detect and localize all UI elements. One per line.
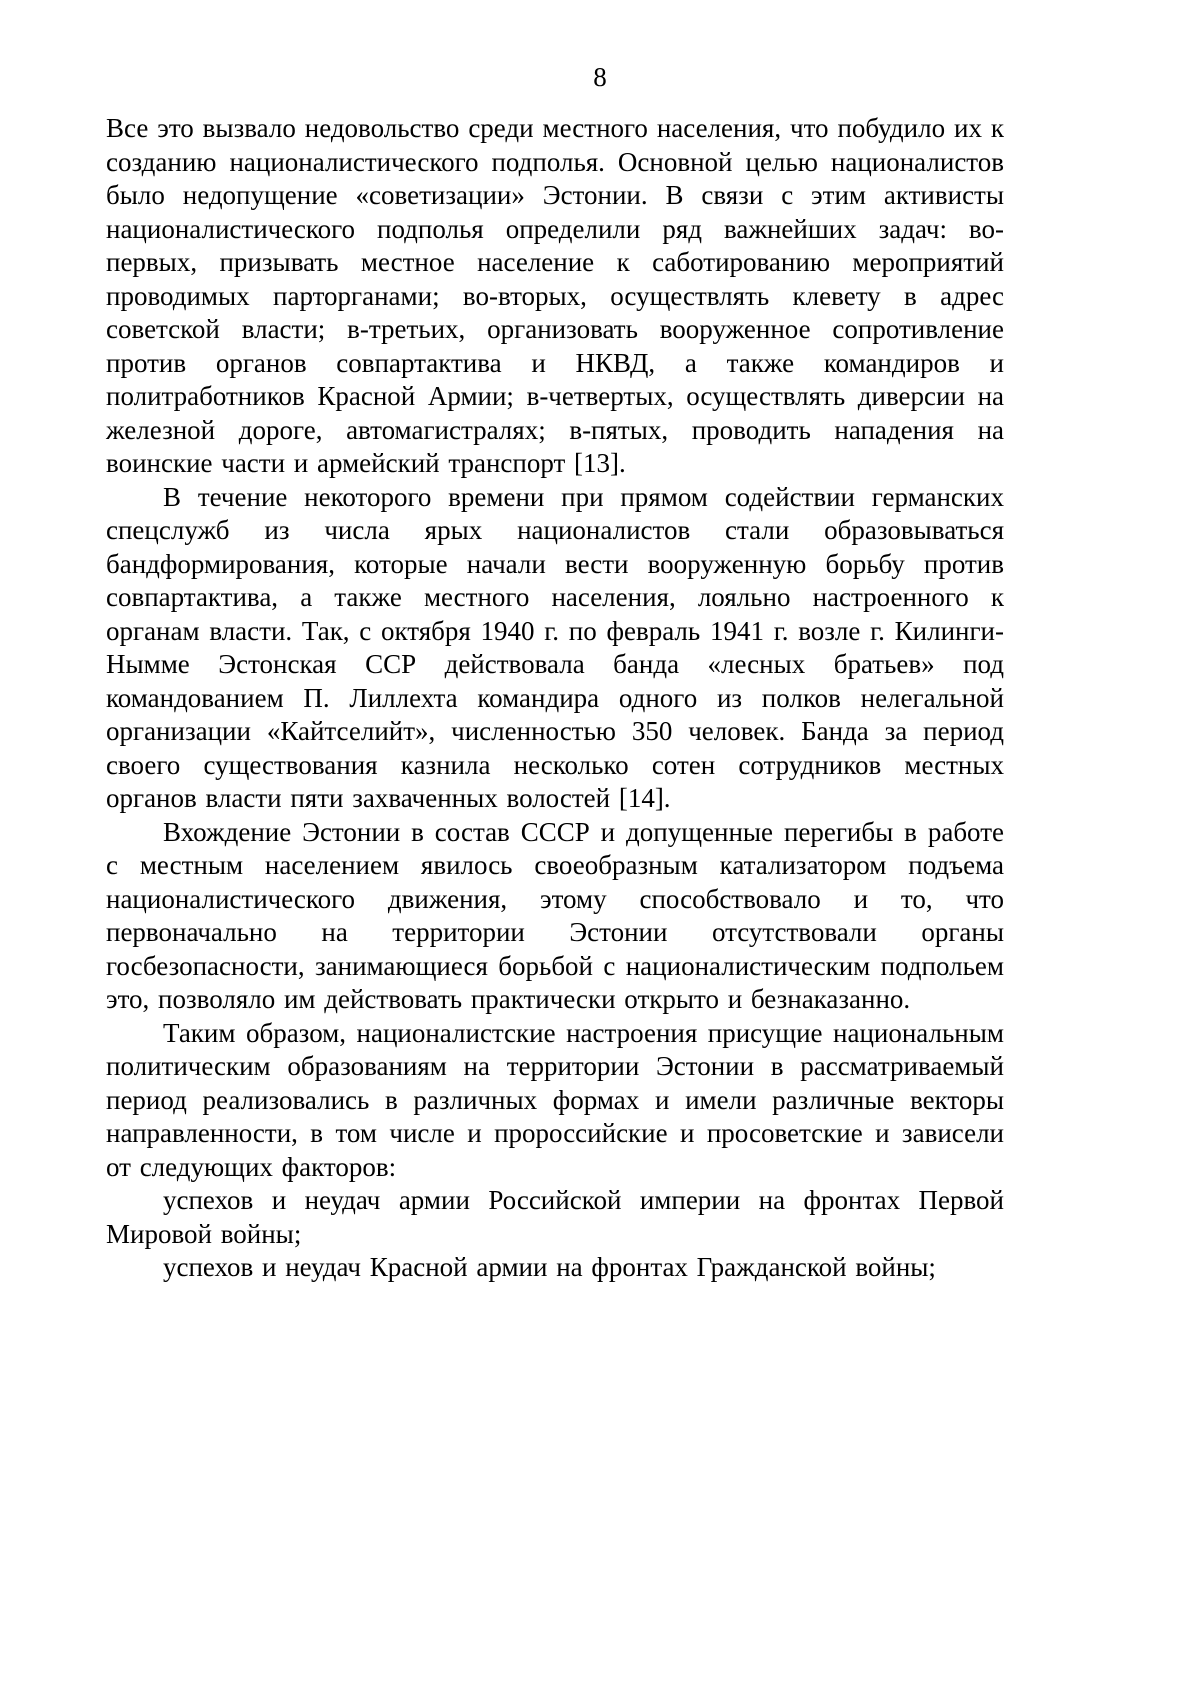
- paragraph: Таким образом, националистские настроения присущие национальным политическим образованиям на территории Эстонии в рассматриваемый период реализовались в различных формах и имели различные векторы направленности, в том числе и пророссийские и просоветские и зависели от следующих факторов:: [106, 1017, 1004, 1182]
- paragraph: В течение некоторого времени при прямом содействии германских спецслужб из числа ярых националистов стали образовываться бандформирования, которые начали вести вооруженную борьбу против совпартактива, а также местного населения, лояльно настроенного к органам власти. Так, с октября 1940 г. по февраль 1941 г. возле г. Килинги-Нымме Эстонская ССР действовала банда «лесных братьев» под командованием П. Лиллехта командира одного из полков нелегальной организации «Кайтселийт», численностью 350 человек. Банда за период своего существования казнила несколько сотен сотрудников местных органов власти пяти захваченных волостей [14].: [106, 481, 1004, 813]
- paragraph: Все это вызвало недовольство среди местного населения, что побудило их к созданию националистического подполья. Основной целью националистов было недопущение «советизации» Эстонии. В связи с этим активисты националистического подполья определили ряд важнейших задач: во-первых, призывать местное население к саботированию мероприятий проводимых парторганами; во-вторых, осуществлять клевету в адрес советской власти; в-третьих, организовать вооруженное сопротивление против органов совпартактива и НКВД, а также командиров и политработников Красной Армии; в-четвертых, осуществлять диверсии на железной дороге, автомагистралях; в-пятых, проводить нападения на воинские части и армейский транспорт [13].: [106, 113, 1004, 478]
- paragraph: успехов и неудач Красной армии на фронтах Гражданской войны;: [163, 1252, 936, 1282]
- paragraph: Вхождение Эстонии в состав СССР и допущенные перегибы в работе с местным населением явилось своеобразным катализатором подъема националистического движения, этому способствовало и то, что первоначально на территории Эстонии отсутствовали органы госбезопасности, занимающиеся борьбой с националистическим подпольем это, позволяло им действовать практически открыто и безнаказанно.: [106, 816, 1004, 1014]
- paragraph: успехов и неудач армии Российской империи на фронтах Первой Мировой войны;: [106, 1185, 1004, 1249]
- page-number: 8: [593, 62, 607, 92]
- body-text: [106, 112, 1004, 1285]
